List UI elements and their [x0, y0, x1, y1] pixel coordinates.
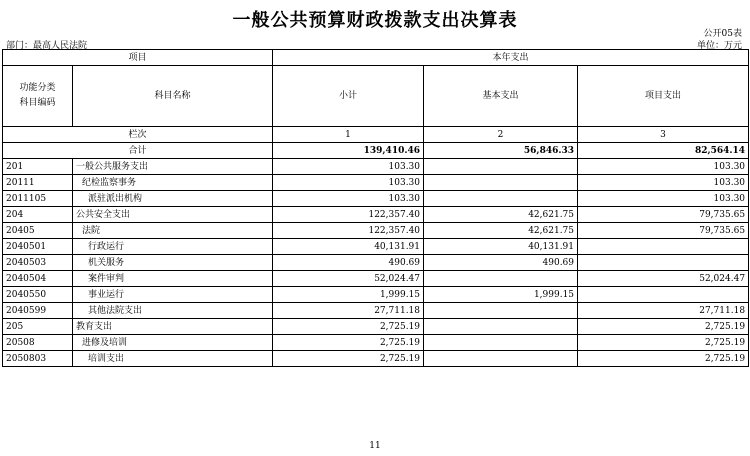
cell-project: 103.30 — [578, 159, 749, 175]
header-project: 项目 — [3, 50, 273, 66]
cell-func-code: 204 — [3, 207, 73, 223]
form-number: 公开05表 — [703, 29, 742, 39]
table-row — [3, 255, 749, 271]
header-row-1 — [3, 50, 749, 66]
cell-subtotal: 2,725.19 — [273, 319, 424, 335]
cell-project: 103.30 — [578, 191, 749, 207]
cell-subject-name: 培训支出 — [73, 351, 273, 367]
cell-subject-name: 公共安全支出 — [73, 207, 273, 223]
column-index-1: 1 — [273, 127, 424, 143]
total-basic: 56,846.33 — [424, 143, 578, 159]
total-label: 合计 — [3, 143, 273, 159]
cell-subject-name: 其他法院支出 — [73, 303, 273, 319]
cell-project — [578, 255, 749, 271]
cell-project: 103.30 — [578, 175, 749, 191]
cell-func-code: 20508 — [3, 335, 73, 351]
cell-basic: 40,131.91 — [424, 239, 578, 255]
table-row — [3, 287, 749, 303]
cell-subtotal: 122,357.40 — [273, 207, 424, 223]
unit-label: 单位：万元 — [696, 41, 742, 51]
cell-subject-name: 教育支出 — [73, 319, 273, 335]
header-subtotal: 小计 — [273, 66, 424, 127]
cell-subject-name: 一般公共服务支出 — [73, 159, 273, 175]
department-label: 部门：最高人民法院 — [6, 41, 88, 51]
header-subject-name: 科目名称 — [73, 66, 273, 127]
page-number: 11 — [369, 441, 381, 451]
header-current-year: 本年支出 — [273, 50, 749, 66]
header-row-2 — [3, 66, 749, 127]
cell-basic — [424, 271, 578, 287]
table-row — [3, 207, 749, 223]
row-seq-label: 栏次 — [3, 127, 273, 143]
total-subtotal: 139,410.46 — [273, 143, 424, 159]
cell-subtotal: 103.30 — [273, 175, 424, 191]
table-row — [3, 239, 749, 255]
table-row — [3, 223, 749, 239]
cell-basic: 490.69 — [424, 255, 578, 271]
table-row — [3, 335, 749, 351]
cell-func-code: 201 — [3, 159, 73, 175]
header-project-exp: 项目支出 — [578, 66, 749, 127]
table-row — [3, 159, 749, 175]
cell-basic — [424, 303, 578, 319]
header-basic: 基本支出 — [424, 66, 578, 127]
column-index-row — [3, 127, 749, 143]
cell-subject-name: 行政运行 — [73, 239, 273, 255]
cell-project — [578, 239, 749, 255]
cell-subject-name: 纪检监察事务 — [73, 175, 273, 191]
cell-func-code: 2040550 — [3, 287, 73, 303]
cell-subject-name: 事业运行 — [73, 287, 273, 303]
table-row — [3, 191, 749, 207]
cell-basic — [424, 351, 578, 367]
table-row — [3, 303, 749, 319]
cell-project: 2,725.19 — [578, 335, 749, 351]
cell-basic: 42,621.75 — [424, 207, 578, 223]
cell-func-code: 2040504 — [3, 271, 73, 287]
expenditure-table — [2, 49, 749, 367]
cell-subtotal: 2,725.19 — [273, 351, 424, 367]
cell-subtotal: 1,999.15 — [273, 287, 424, 303]
cell-func-code: 2040503 — [3, 255, 73, 271]
cell-basic: 42,621.75 — [424, 223, 578, 239]
cell-project: 2,725.19 — [578, 319, 749, 335]
table-row — [3, 351, 749, 367]
cell-subtotal: 490.69 — [273, 255, 424, 271]
total-row — [3, 143, 749, 159]
cell-basic — [424, 159, 578, 175]
cell-subtotal: 103.30 — [273, 191, 424, 207]
cell-subject-name: 进修及培训 — [73, 335, 273, 351]
cell-subject-name: 派驻派出机构 — [73, 191, 273, 207]
cell-subtotal: 122,357.40 — [273, 223, 424, 239]
cell-subtotal: 103.30 — [273, 159, 424, 175]
report-title: 一般公共预算财政拨款支出决算表 — [232, 10, 518, 31]
cell-func-code: 2011105 — [3, 191, 73, 207]
cell-basic — [424, 335, 578, 351]
cell-project: 79,735.65 — [578, 223, 749, 239]
cell-subtotal: 27,711.18 — [273, 303, 424, 319]
cell-basic — [424, 175, 578, 191]
cell-func-code: 2040599 — [3, 303, 73, 319]
cell-project: 2,725.19 — [578, 351, 749, 367]
cell-func-code: 205 — [3, 319, 73, 335]
cell-func-code: 20405 — [3, 223, 73, 239]
cell-subject-name: 机关服务 — [73, 255, 273, 271]
cell-project: 79,735.65 — [578, 207, 749, 223]
cell-subtotal: 2,725.19 — [273, 335, 424, 351]
cell-func-code: 2040501 — [3, 239, 73, 255]
column-index-3: 3 — [578, 127, 749, 143]
table-row — [3, 271, 749, 287]
cell-subject-name: 案件审判 — [73, 271, 273, 287]
cell-subject-name: 法院 — [73, 223, 273, 239]
cell-basic — [424, 319, 578, 335]
cell-func-code: 2050803 — [3, 351, 73, 367]
cell-func-code: 20111 — [3, 175, 73, 191]
header-func-code: 功能分类 科目编码 — [3, 66, 73, 127]
cell-subtotal: 40,131.91 — [273, 239, 424, 255]
table-row — [3, 175, 749, 191]
cell-project: 52,024.47 — [578, 271, 749, 287]
cell-project: 27,711.18 — [578, 303, 749, 319]
total-project: 82,564.14 — [578, 143, 749, 159]
column-index-2: 2 — [424, 127, 578, 143]
table-row — [3, 319, 749, 335]
cell-subtotal: 52,024.47 — [273, 271, 424, 287]
cell-basic — [424, 191, 578, 207]
cell-basic: 1,999.15 — [424, 287, 578, 303]
cell-project — [578, 287, 749, 303]
